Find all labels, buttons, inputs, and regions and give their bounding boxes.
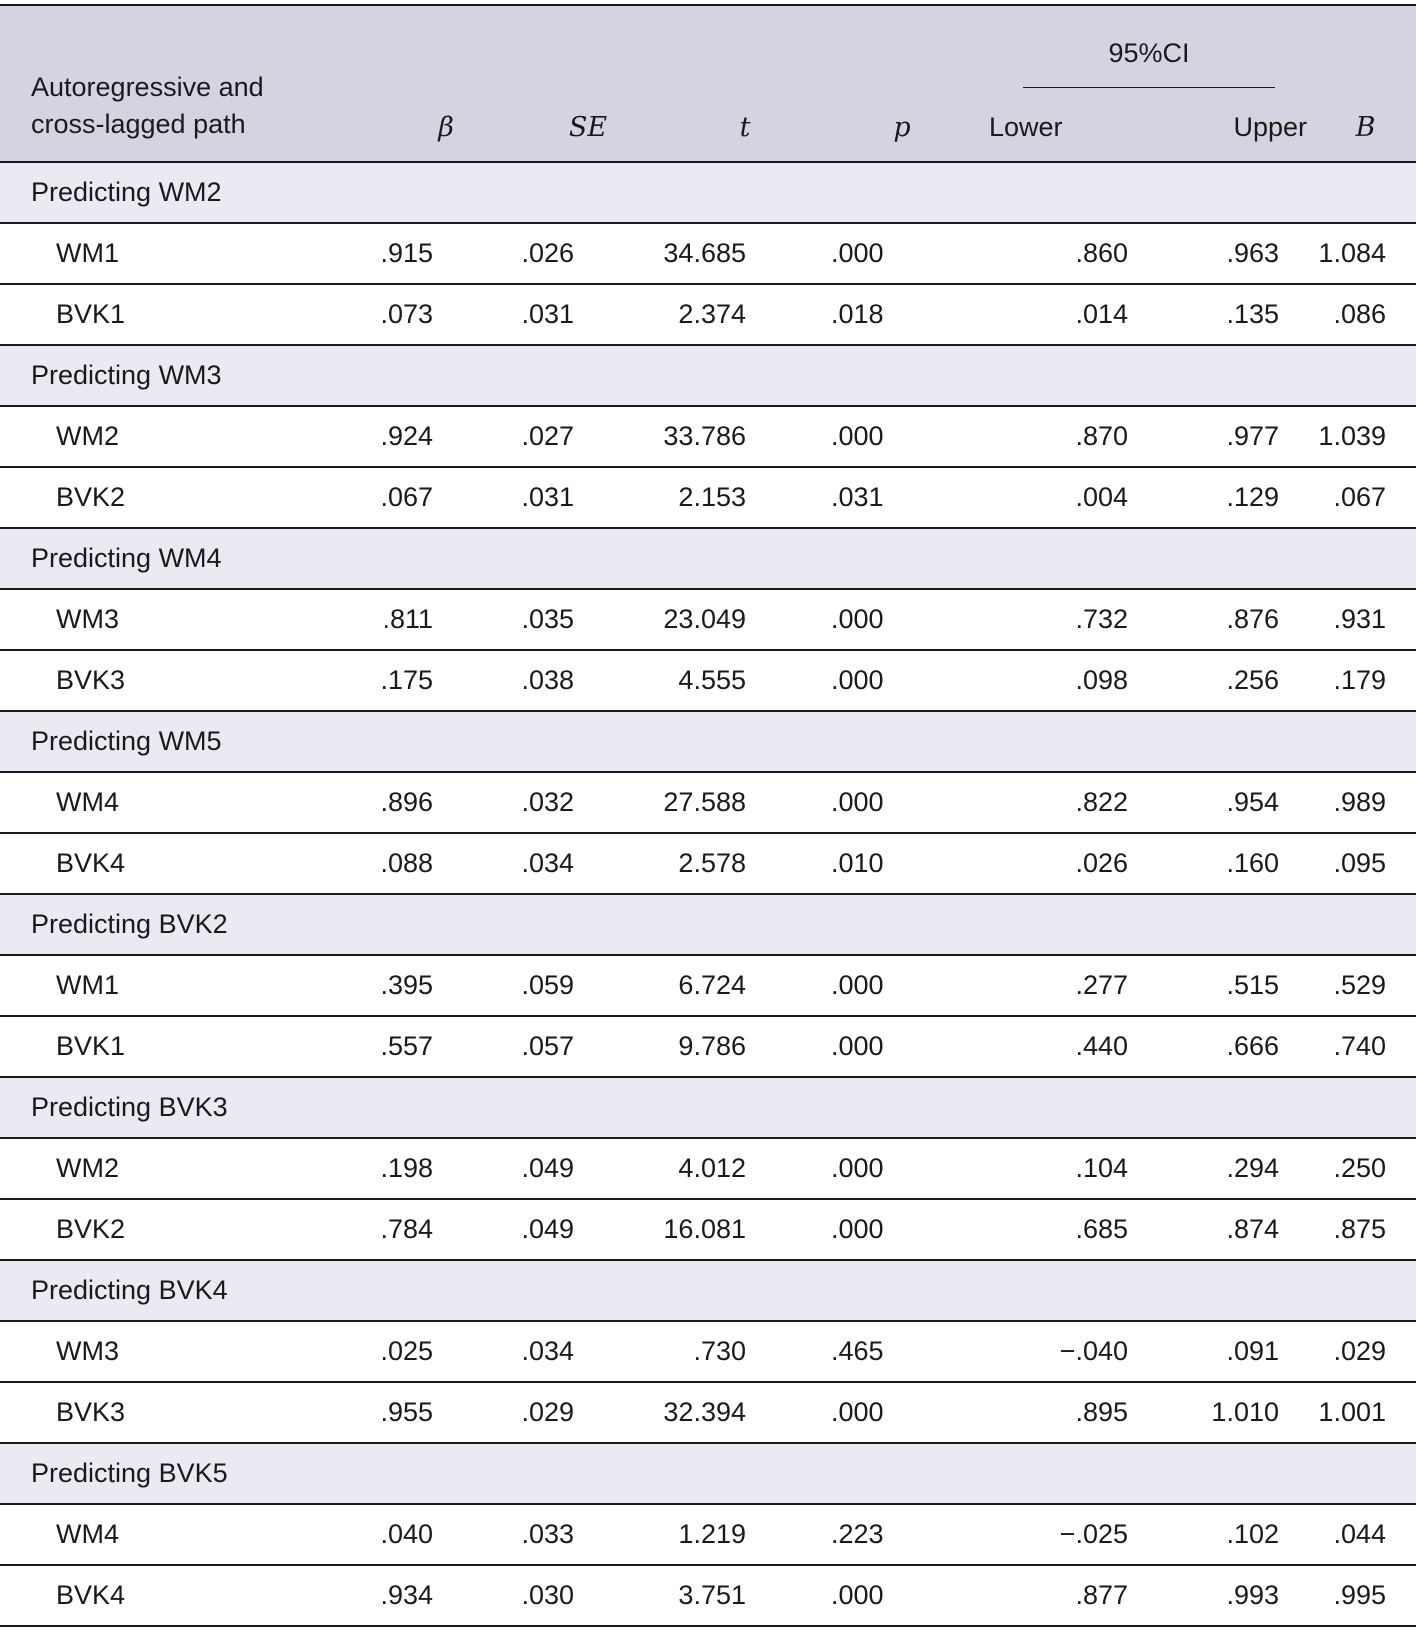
path-cell: WM1 xyxy=(0,955,375,1016)
header-ci-label: 95%CI xyxy=(1023,38,1275,88)
b-cell: 1.084 xyxy=(1315,223,1416,284)
table-row xyxy=(0,589,1416,650)
group-label: Predicting WM4 xyxy=(0,528,1416,589)
table-row xyxy=(0,1565,1416,1626)
table-row xyxy=(0,772,1416,833)
p-cell: .000 xyxy=(831,1016,973,1077)
beta-cell: .025 xyxy=(375,1321,517,1382)
header-upper: Upper xyxy=(1233,112,1307,142)
upper-cell: .129 xyxy=(1144,467,1315,528)
lower-cell: .870 xyxy=(973,406,1144,467)
lower-cell: .004 xyxy=(973,467,1144,528)
se-cell: .032 xyxy=(517,772,659,833)
group-label: Predicting BVK2 xyxy=(0,894,1416,955)
lower-cell: .685 xyxy=(973,1199,1144,1260)
p-cell: .223 xyxy=(831,1504,973,1565)
lower-cell: .732 xyxy=(973,589,1144,650)
b-cell: 1.001 xyxy=(1315,1382,1416,1443)
header-beta: β xyxy=(438,112,454,143)
path-cell: WM3 xyxy=(0,589,375,650)
t-cell: 2.374 xyxy=(659,284,831,345)
p-cell: .018 xyxy=(831,284,973,345)
group-row xyxy=(0,528,1416,589)
upper-cell: .102 xyxy=(1144,1504,1315,1565)
beta-cell: .067 xyxy=(375,467,517,528)
beta-cell: .557 xyxy=(375,1016,517,1077)
lower-cell: .014 xyxy=(973,284,1144,345)
upper-cell: .515 xyxy=(1144,955,1315,1016)
t-cell: 9.786 xyxy=(659,1016,831,1077)
lower-cell: .822 xyxy=(973,772,1144,833)
se-cell: .057 xyxy=(517,1016,659,1077)
path-cell: BVK2 xyxy=(0,467,375,528)
beta-cell: .198 xyxy=(375,1138,517,1199)
b-cell: .067 xyxy=(1315,467,1416,528)
t-cell: 4.555 xyxy=(659,650,831,711)
b-cell: .529 xyxy=(1315,955,1416,1016)
path-cell: WM1 xyxy=(0,223,375,284)
table-row xyxy=(0,1138,1416,1199)
se-cell: .038 xyxy=(517,650,659,711)
b-cell: .740 xyxy=(1315,1016,1416,1077)
beta-cell: .896 xyxy=(375,772,517,833)
table-header xyxy=(0,5,1416,162)
lower-cell: .440 xyxy=(973,1016,1144,1077)
beta-cell: .955 xyxy=(375,1382,517,1443)
b-cell: .995 xyxy=(1315,1565,1416,1626)
b-cell: .044 xyxy=(1315,1504,1416,1565)
t-cell: 2.153 xyxy=(659,467,831,528)
group-row xyxy=(0,1260,1416,1321)
se-cell: .059 xyxy=(517,955,659,1016)
p-cell: .010 xyxy=(831,833,973,894)
t-cell: 2.578 xyxy=(659,833,831,894)
t-cell: 4.012 xyxy=(659,1138,831,1199)
path-cell: BVK3 xyxy=(0,650,375,711)
beta-cell: .784 xyxy=(375,1199,517,1260)
upper-cell: .874 xyxy=(1144,1199,1315,1260)
group-row xyxy=(0,894,1416,955)
t-cell: 3.751 xyxy=(659,1565,831,1626)
header-lower: Lower xyxy=(989,112,1063,142)
lower-cell: .026 xyxy=(973,833,1144,894)
se-cell: .030 xyxy=(517,1565,659,1626)
header-p: p xyxy=(893,112,911,143)
se-cell: .034 xyxy=(517,1321,659,1382)
b-cell: .250 xyxy=(1315,1138,1416,1199)
group-row xyxy=(0,1443,1416,1504)
beta-cell: .924 xyxy=(375,406,517,467)
beta-cell: .915 xyxy=(375,223,517,284)
header-path xyxy=(0,5,375,162)
group-label: Predicting WM5 xyxy=(0,711,1416,772)
beta-cell: .934 xyxy=(375,1565,517,1626)
group-label: Predicting BVK4 xyxy=(0,1260,1416,1321)
beta-cell: .175 xyxy=(375,650,517,711)
se-cell: .035 xyxy=(517,589,659,650)
t-cell: .730 xyxy=(659,1321,831,1382)
beta-cell: .811 xyxy=(375,589,517,650)
header-se: SE xyxy=(568,112,608,143)
b-cell: .095 xyxy=(1315,833,1416,894)
table-body xyxy=(0,162,1416,1626)
p-cell: .465 xyxy=(831,1321,973,1382)
group-row xyxy=(0,162,1416,223)
upper-cell: .993 xyxy=(1144,1565,1315,1626)
p-cell: .000 xyxy=(831,1382,973,1443)
p-cell: .000 xyxy=(831,772,973,833)
t-cell: 6.724 xyxy=(659,955,831,1016)
header-path-line2: cross-lagged path xyxy=(31,109,246,139)
path-cell: BVK1 xyxy=(0,284,375,345)
p-cell: .000 xyxy=(831,1138,973,1199)
group-row xyxy=(0,1077,1416,1138)
table-row xyxy=(0,1504,1416,1565)
table-row xyxy=(0,467,1416,528)
p-cell: .000 xyxy=(831,1199,973,1260)
se-cell: .031 xyxy=(517,467,659,528)
b-cell: .931 xyxy=(1315,589,1416,650)
se-cell: .049 xyxy=(517,1199,659,1260)
se-cell: .049 xyxy=(517,1138,659,1199)
beta-cell: .088 xyxy=(375,833,517,894)
lower-cell: .895 xyxy=(973,1382,1144,1443)
upper-cell: .954 xyxy=(1144,772,1315,833)
t-cell: 32.394 xyxy=(659,1382,831,1443)
t-cell: 23.049 xyxy=(659,589,831,650)
table-row xyxy=(0,223,1416,284)
b-cell: .875 xyxy=(1315,1199,1416,1260)
t-cell: 27.588 xyxy=(659,772,831,833)
beta-cell: .040 xyxy=(375,1504,517,1565)
table-row xyxy=(0,833,1416,894)
group-row xyxy=(0,711,1416,772)
t-cell: 1.219 xyxy=(659,1504,831,1565)
lower-cell: .098 xyxy=(973,650,1144,711)
lower-cell: −.040 xyxy=(973,1321,1144,1382)
p-cell: .000 xyxy=(831,223,973,284)
table-row xyxy=(0,1199,1416,1260)
path-cell: BVK2 xyxy=(0,1199,375,1260)
header-b: B xyxy=(1355,112,1376,143)
t-cell: 33.786 xyxy=(659,406,831,467)
b-cell: 1.039 xyxy=(1315,406,1416,467)
group-label: Predicting BVK3 xyxy=(0,1077,1416,1138)
se-cell: .034 xyxy=(517,833,659,894)
upper-cell: .160 xyxy=(1144,833,1315,894)
upper-cell: .977 xyxy=(1144,406,1315,467)
se-cell: .027 xyxy=(517,406,659,467)
p-cell: .000 xyxy=(831,406,973,467)
lower-cell: .277 xyxy=(973,955,1144,1016)
path-cell: WM2 xyxy=(0,1138,375,1199)
table-row xyxy=(0,1321,1416,1382)
cross-lagged-table xyxy=(0,4,1416,1627)
path-cell: WM2 xyxy=(0,406,375,467)
lower-cell: −.025 xyxy=(973,1504,1144,1565)
p-cell: .000 xyxy=(831,589,973,650)
path-cell: BVK4 xyxy=(0,1565,375,1626)
lower-cell: .860 xyxy=(973,223,1144,284)
p-cell: .000 xyxy=(831,955,973,1016)
t-cell: 16.081 xyxy=(659,1199,831,1260)
upper-cell: .666 xyxy=(1144,1016,1315,1077)
group-label: Predicting WM2 xyxy=(0,162,1416,223)
table-row xyxy=(0,406,1416,467)
lower-cell: .104 xyxy=(973,1138,1144,1199)
upper-cell: .294 xyxy=(1144,1138,1315,1199)
p-cell: .000 xyxy=(831,1565,973,1626)
table-row xyxy=(0,284,1416,345)
se-cell: .033 xyxy=(517,1504,659,1565)
se-cell: .029 xyxy=(517,1382,659,1443)
lower-cell: .877 xyxy=(973,1565,1144,1626)
upper-cell: .256 xyxy=(1144,650,1315,711)
header-path-line1: Autoregressive and xyxy=(31,72,264,102)
b-cell: .086 xyxy=(1315,284,1416,345)
upper-cell: .876 xyxy=(1144,589,1315,650)
b-cell: .989 xyxy=(1315,772,1416,833)
table-row xyxy=(0,650,1416,711)
group-row xyxy=(0,345,1416,406)
b-cell: .179 xyxy=(1315,650,1416,711)
group-label: Predicting WM3 xyxy=(0,345,1416,406)
upper-cell: .135 xyxy=(1144,284,1315,345)
table-row xyxy=(0,955,1416,1016)
se-cell: .031 xyxy=(517,284,659,345)
path-cell: WM3 xyxy=(0,1321,375,1382)
p-cell: .031 xyxy=(831,467,973,528)
path-cell: BVK4 xyxy=(0,833,375,894)
upper-cell: .091 xyxy=(1144,1321,1315,1382)
beta-cell: .073 xyxy=(375,284,517,345)
path-cell: WM4 xyxy=(0,772,375,833)
path-cell: WM4 xyxy=(0,1504,375,1565)
p-cell: .000 xyxy=(831,650,973,711)
t-cell: 34.685 xyxy=(659,223,831,284)
table-row xyxy=(0,1382,1416,1443)
se-cell: .026 xyxy=(517,223,659,284)
header-t: t xyxy=(739,112,751,143)
table-row xyxy=(0,1016,1416,1077)
b-cell: .029 xyxy=(1315,1321,1416,1382)
upper-cell: 1.010 xyxy=(1144,1382,1315,1443)
header-ci xyxy=(973,5,1315,88)
path-cell: BVK3 xyxy=(0,1382,375,1443)
upper-cell: .963 xyxy=(1144,223,1315,284)
group-label: Predicting BVK5 xyxy=(0,1443,1416,1504)
path-cell: BVK1 xyxy=(0,1016,375,1077)
beta-cell: .395 xyxy=(375,955,517,1016)
